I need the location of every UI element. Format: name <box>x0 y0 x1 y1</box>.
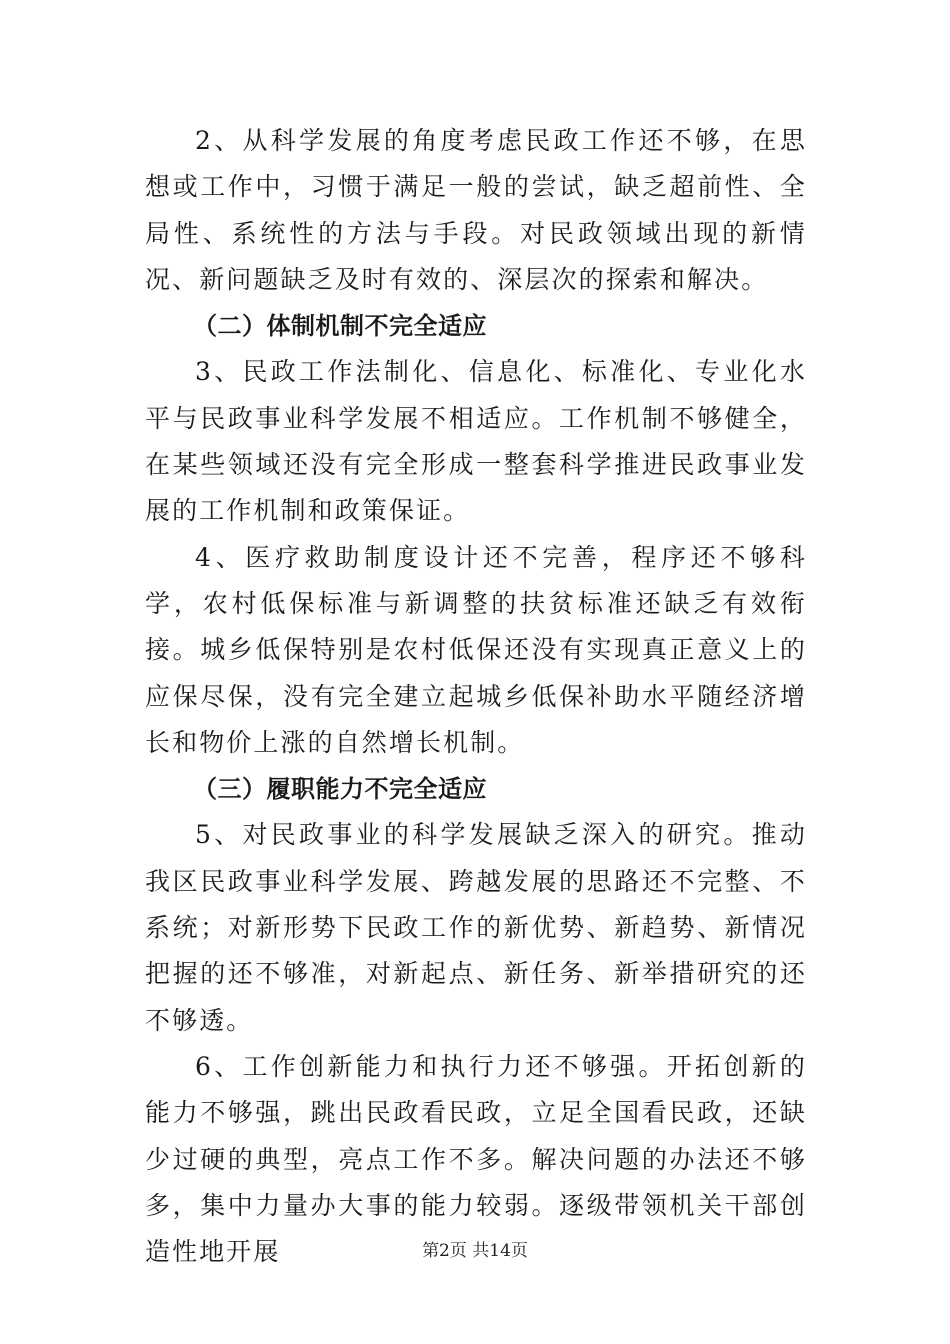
section-heading-3: （三）履职能力不完全适应 <box>193 775 487 804</box>
paragraph-3: 3、民政工作法制化、信息化、标准化、专业化水平与民政事业科学发展不相适应。工作机制不够健全，在某些领域还没有完全形成一整套科学推进民政事业发展的工作机制和政策保证。 <box>145 357 807 526</box>
document-body <box>145 118 807 1275</box>
paragraph-5: 5、对民政事业的科学发展缺乏深入的研究。推动我区民政事业科学发展、跨越发展的思路还不完整、不系统；对新形势下民政工作的新优势、新趋势、新情况把握的还不够准，对新起点、新任务、新举措研究的还不够透。 <box>145 820 807 1035</box>
section-heading-2: （二）体制机制不完全适应 <box>193 312 487 341</box>
page-number-footer: 第2页 共14页 <box>422 1241 528 1261</box>
paragraph-6: 6、工作创新能力和执行力还不够强。开拓创新的能力不够强，跳出民政看民政，立足全国看民政，还缺少过硬的典型，亮点工作不多。解决问题的办法还不够多，集中力量办大事的能力较弱。逐级带领机关干部创造性地开展 <box>145 1051 807 1267</box>
paragraph-4: 4、医疗救助制度设计还不完善，程序还不够科学，农村低保标准与新调整的扶贫标准还缺乏有效衔接。城乡低保特别是农村低保还没有实现真正意义上的应保尽保，没有完全建立起城乡低保补助水平随经济增长和物价上涨的自然增长机制。 <box>145 542 807 757</box>
paragraph-2: 2、从科学发展的角度考虑民政工作还不够，在思想或工作中，习惯于满足一般的尝试，缺乏超前性、全局性、系统性的方法与手段。对民政领域出现的新情况、新问题缺乏及时有效的、深层次的探索和解决。 <box>145 126 807 294</box>
